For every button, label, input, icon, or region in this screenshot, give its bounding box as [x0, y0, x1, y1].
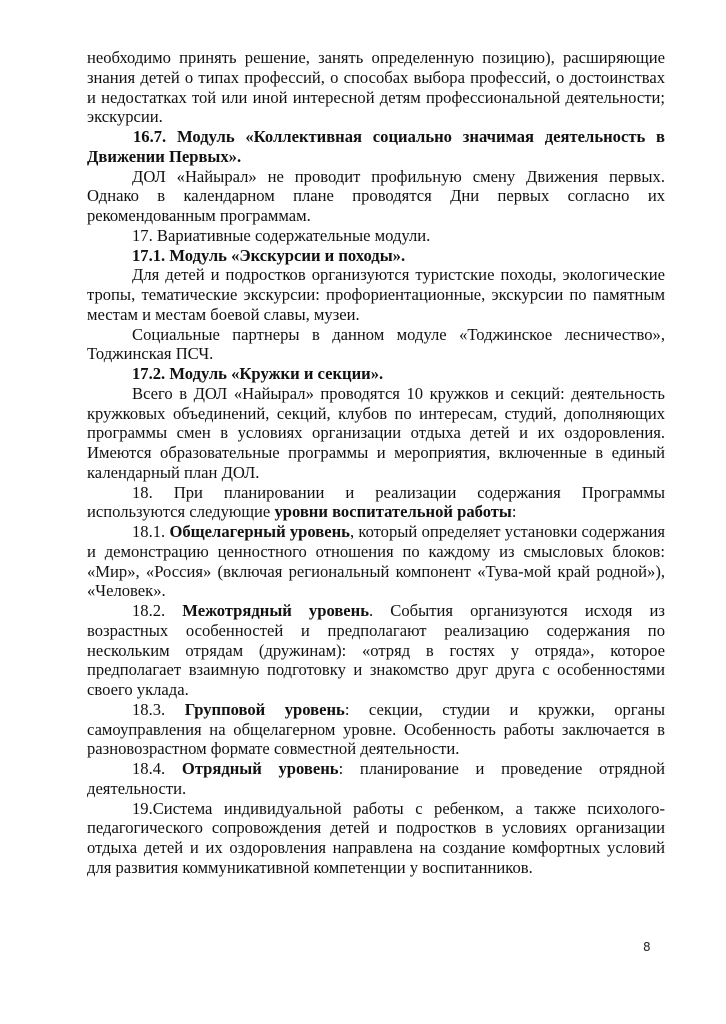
text: 18. При планировании и реализации содержания Программы используются следующие — [87, 482, 665, 522]
document-page — [87, 48, 665, 878]
bold-term: Отрядный уровень — [181, 759, 339, 778]
text: , который определяет установки содержания и демонстрацию ценностного отношения по каждому из смысловых блоков: «Мир», «Россия» (включая региональный компонент «Тува-мой край родной»), «Человек». — [87, 522, 665, 601]
paragraph-level-18-1 — [87, 522, 665, 601]
paragraph-level-18-3 — [87, 700, 665, 759]
bold-term: Общелагерный уровень — [169, 522, 350, 541]
paragraph-continuation: необходимо принять решение, занять определенную позицию), расширяющие знания детей о типах профессий, о способах выбора профессий, о достоинствах и недостатках той или иной интересной детям профессиональной деятельности; экскурсии. — [87, 48, 665, 127]
paragraph-level-18-4 — [87, 759, 665, 799]
bold-term: Межотрядный уровень — [182, 601, 370, 620]
text: : — [511, 502, 517, 522]
paragraph-clubs: Всего в ДОЛ «Найырал» проводятся 10 кружков и секций: деятельность кружковых объединений, секций, клубов по интересам, студий, дополняющих программы смен в условиях организации отдыха детей и их оздоровления. Имеются образовательные программы и мероприятия, включенные в единый календарный план ДОЛ. — [87, 383, 665, 482]
page-number: 8 — [643, 940, 651, 954]
text: 18.2. — [132, 601, 183, 620]
text: : секции, студии и кружки, органы самоуправления на общелагерном уровне. Особенность работы заключается в разновозрастном формате совместной деятельности. — [87, 699, 666, 759]
text: . События организуются исходя из возрастных особенностей и предполагают реализацию содержания по нескольким отрядам (дружинам): «отряд в гостях у отряда», которое предполагает взаимную подготовку и знакомство друг друга с особенностями своего уклада. — [87, 601, 665, 699]
heading-16-7: 16.7. Модуль «Коллективная социально значимая деятельность в Движении Первых». — [87, 127, 665, 166]
heading-17-1: 17.1. Модуль «Экскурсии и походы». — [132, 245, 406, 265]
bold-term: Групповой уровень — [184, 699, 345, 719]
text: 18.4. — [132, 759, 182, 778]
text: 18.1. — [132, 522, 170, 541]
paragraph-variative-modules: 17. Вариативные содержательные модули. — [132, 225, 431, 245]
text: : планирование и проведение отрядной деятельности. — [87, 759, 665, 798]
paragraph-excursions: Для детей и подростков организуются туристские походы, экологические тропы, тематические экскурсии: профориентационные, экскурсии по памятным местам и местам боевой славы, музеи. — [87, 265, 665, 324]
paragraph-social-partners: Социальные партнеры в данном модуле «Тоджинское лесничество», Тоджинская ПСЧ. — [87, 324, 665, 364]
text: 18.3. — [132, 699, 185, 719]
bold-term: уровни воспитательной работы — [274, 502, 512, 522]
paragraph-individual-work: 19.Система индивидуальной работы с ребенком, а также психолого-педагогического сопровождения детей и подростков в условиях организации отдыха детей и их оздоровления направлена на создание комфортных условий для развития коммуникативной компетенции у воспитанников. — [87, 798, 665, 877]
paragraph-level-18-2 — [87, 601, 665, 700]
paragraph-levels-intro — [87, 483, 665, 523]
heading-17-2: 17.2. Модуль «Кружки и секции». — [132, 364, 384, 383]
paragraph-dol-movement: ДОЛ «Найырал» не проводит профильную смену Движения первых. Однако в календарном плане проводятся Дни первых согласно их рекомендованным программам. — [87, 166, 665, 225]
